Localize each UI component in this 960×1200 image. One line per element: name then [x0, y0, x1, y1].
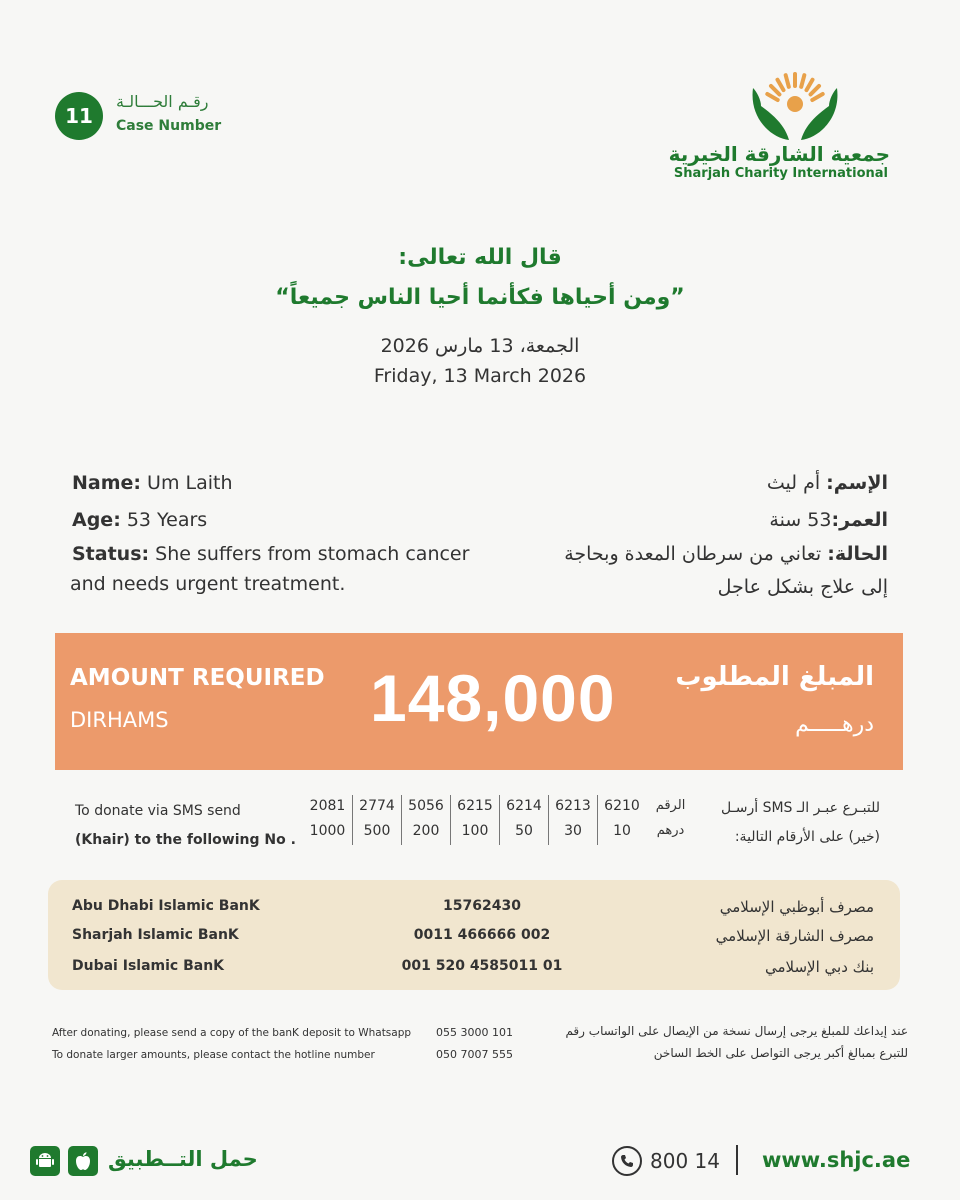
hotline-short-number[interactable]: 800 14 [650, 1149, 720, 1173]
sms-grid [303, 795, 698, 845]
note-ar-whatsapp: عند إيداعك للمبلغ يرجى إرسال نسخة من الإيصال على الواتساب رقم [565, 1024, 908, 1038]
sms-option [401, 795, 450, 845]
org-name-en: Sharjah Charity International [673, 166, 888, 181]
age-label-en: Age: [72, 509, 121, 531]
amount-label-ar: المبلغ المطلوب [675, 662, 874, 692]
bank-name-en: Abu Dhabi Islamic BanK [72, 898, 260, 914]
age-value-ar: 53 سنة [769, 509, 832, 531]
sms-instruction-en-2: (Khair) to the following No . [75, 832, 296, 848]
age-row-en [72, 509, 207, 531]
sms-amount: 500 [363, 823, 391, 839]
sms-option [499, 795, 548, 845]
bank-row [48, 927, 900, 957]
name-row-en [72, 472, 233, 494]
sms-option [303, 795, 352, 845]
bank-name-en: Dubai Islamic BanK [72, 958, 225, 974]
website-link[interactable]: www.shjc.ae [762, 1148, 911, 1172]
note-en-whatsapp: After donating, please send a copy of the banK deposit to Whatsapp [52, 1027, 412, 1039]
bank-name-ar: مصرف أبوظبي الإسلامي [719, 898, 874, 916]
phone-icon [612, 1146, 642, 1176]
bank-account-number: 0011 466666 002 [413, 927, 551, 943]
sms-option [450, 795, 499, 845]
status-label-ar: الحالة: [827, 543, 888, 565]
sms-number: 6213 [555, 798, 591, 814]
sms-option [352, 795, 401, 845]
bank-accounts-panel [48, 880, 900, 990]
download-app-label: حمل التــطبيق [108, 1147, 258, 1171]
status-row-en [72, 543, 469, 565]
amount-unit-en: DIRHAMS [70, 708, 169, 732]
verse-intro: قال الله تعالى: [398, 245, 562, 270]
bank-row [48, 958, 900, 988]
sms-headers [643, 795, 698, 845]
name-value-en: Um Laith [141, 472, 233, 494]
date-en: Friday, 13 March 2026 [373, 365, 587, 387]
bank-name-ar: مصرف الشارقة الإسلامي [715, 927, 874, 945]
age-row-ar [769, 509, 888, 531]
sms-instruction-en-1: To donate via SMS send [75, 803, 241, 819]
sms-instruction-ar-2: (خير) على الأرقام التالية: [734, 829, 880, 845]
amount-unit-ar: درهـــــم [795, 712, 874, 737]
bank-row [48, 898, 900, 928]
status-value-ar: تعاني من سرطان المعدة وبحاجة [564, 543, 828, 565]
sms-header-number: الرقم [655, 798, 686, 813]
sms-header-amount: درهم [656, 823, 685, 838]
sms-amount: 200 [412, 823, 440, 839]
sms-amount: 100 [461, 823, 489, 839]
name-label-en: Name: [72, 472, 142, 494]
amount-value: 148,000 [370, 661, 616, 735]
sms-number: 6214 [506, 798, 542, 814]
date-ar: الجمعة، 13 مارس 2026 [380, 335, 580, 357]
name-label-ar: الإسم: [826, 472, 888, 494]
verse-quote: ”ومن أحياها فكأنما أحيا الناس جميعاً“ [275, 285, 685, 310]
bank-account-number: 001 520 4585011 01 [401, 958, 563, 974]
status-row-ar [564, 543, 888, 565]
org-name-ar: جمعية الشارقة الخيرية [668, 142, 890, 166]
age-value-en: 53 Years [120, 509, 208, 531]
sms-amount: 50 [515, 823, 533, 839]
bank-name-ar: بنك دبي الإسلامي [764, 958, 874, 976]
android-app-icon[interactable] [30, 1146, 60, 1176]
sms-number: 2081 [309, 798, 346, 814]
case-number-label-en: Case Number [116, 118, 222, 134]
sms-amount: 30 [564, 823, 582, 839]
sms-amount: 1000 [309, 823, 346, 839]
sms-option [597, 795, 646, 845]
footer-separator [736, 1145, 738, 1175]
status-value-en: She suffers from stomach cancer [149, 543, 470, 565]
bank-account-number: 15762430 [443, 898, 521, 914]
name-row-ar [767, 472, 888, 494]
sms-amount: 10 [613, 823, 631, 839]
whatsapp-number: 055 3000 101 [436, 1026, 513, 1039]
status-value-ar-line2: إلى علاج بشكل عاجل [717, 576, 888, 598]
case-number-label-ar: رقـم الحـــالـة [116, 92, 209, 111]
sms-number: 2774 [359, 798, 395, 814]
sms-instruction-ar-1: للتبـرع عبـر الـ SMS أرسـل [721, 800, 880, 816]
sms-number: 5056 [408, 798, 444, 814]
amount-label-en: AMOUNT REQUIRED [70, 665, 325, 691]
sms-number: 6210 [604, 798, 640, 814]
status-value-en-line2: and needs urgent treatment. [70, 573, 346, 595]
status-label-en: Status: [72, 543, 150, 565]
sms-option [548, 795, 597, 845]
hotline-number: 050 7007 555 [436, 1048, 513, 1061]
bank-name-en: Sharjah Islamic BanK [72, 927, 239, 943]
age-label-ar: العمر: [831, 509, 888, 531]
sms-number: 6215 [457, 798, 493, 814]
apple-app-icon[interactable] [68, 1146, 98, 1176]
case-number-badge: 11 [55, 92, 103, 140]
note-ar-hotline: للتبرع بمبالغ أكبر يرجى التواصل على الخط الساخن [653, 1046, 908, 1060]
name-value-ar: أم ليث [766, 472, 827, 494]
note-en-hotline: To donate larger amounts, please contact the hotline number [52, 1049, 375, 1061]
